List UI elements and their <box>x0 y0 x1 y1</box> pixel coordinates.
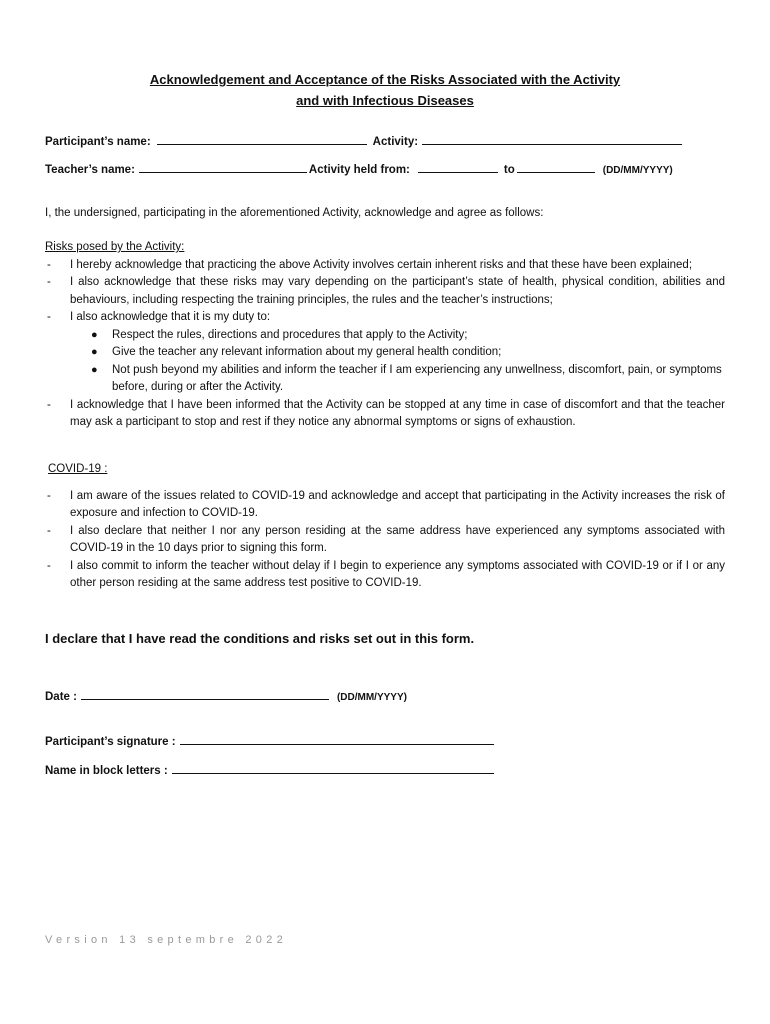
teacher-name-label: Teacher’s name: <box>45 164 135 176</box>
activity-start-date-field[interactable] <box>418 161 498 173</box>
date-label: Date : <box>45 691 77 703</box>
bullet-icon: ● <box>91 328 98 341</box>
participant-signature-label: Participant’s signature : <box>45 736 176 748</box>
participant-signature-field[interactable] <box>180 733 494 745</box>
duty-bullet-item <box>45 362 725 397</box>
activity-held-from-label: Activity held from: <box>308 164 410 176</box>
risk-item: - I hereby acknowledge that practicing the above Activity involves certain inherent risks and that these have been explained; <box>45 257 725 275</box>
duty-bullet-text: Not push beyond my abilities and inform the teacher if I am experiencing any unwellness, discomfort, pain, or symptoms before, during or after the Activity. <box>112 363 722 393</box>
participant-activity-row <box>45 133 684 148</box>
teacher-dates-row <box>45 161 673 176</box>
block-letters-field[interactable] <box>172 762 494 774</box>
participant-name-field[interactable] <box>157 133 367 145</box>
bullet-icon: ● <box>91 346 98 358</box>
intro-paragraph: I, the undersigned, participating in the aforementioned Activity, acknowledge and agree as follows: <box>45 207 544 219</box>
activity-field[interactable] <box>422 133 682 145</box>
title-line-1: Acknowledgement and Acceptance of the Risks Associated with the Activity <box>149 72 621 87</box>
risk-item: - I also acknowledge that it is my duty to: <box>45 309 725 327</box>
risks-heading: Risks posed by the Activity: <box>45 241 185 253</box>
bullet-icon: ● <box>91 363 98 376</box>
participant-signature-row <box>45 733 496 748</box>
activity-end-date-field[interactable] <box>517 161 595 173</box>
form-title <box>40 69 730 111</box>
block-letters-row <box>45 762 496 777</box>
date-format-hint: (DD/MM/YYYY) <box>602 165 673 176</box>
duty-bullet-text: Give the teacher any relevant information about my general health condition; <box>112 346 502 358</box>
activity-label: Activity: <box>372 136 419 148</box>
risk-item: - I also acknowledge that these risks may vary depending on the participant’s state of health, physical condition, abilities and behaviours, including respecting the training principles, the rules and the teacher’s instructions; <box>45 274 725 309</box>
block-letters-label: Name in block letters : <box>45 765 168 777</box>
duty-bullet-text: Respect the rules, directions and procedures that apply to the Activity; <box>112 328 468 341</box>
covid-item: - I also commit to inform the teacher without delay if I begin to experience any symptoms associated with COVID-19 or if I or any other person residing at the same address test positive to COVID-19. <box>45 558 725 593</box>
teacher-name-field[interactable] <box>139 161 307 173</box>
to-label: to <box>503 164 515 176</box>
risks-section <box>45 239 725 432</box>
version-footer: Version 13 septembre 2022 <box>45 934 288 946</box>
title-line-2: and with Infectious Diseases <box>296 93 474 108</box>
covid-section <box>45 461 725 593</box>
duty-bullet-item <box>45 344 725 362</box>
risk-item: - I acknowledge that I have been informed that the Activity can be stopped at any time in case of discomfort and that the teacher may ask a participant to stop and rest if they notice any abnormal symptoms or signs of exhaustion. <box>45 397 725 432</box>
declaration-statement: I declare that I have read the conditions and risks set out in this form. <box>45 631 475 646</box>
duty-bullet-item <box>45 327 725 345</box>
participant-name-label: Participant’s name: <box>45 136 151 148</box>
date-row <box>45 688 407 703</box>
date-field[interactable] <box>81 688 329 700</box>
date-format-hint: (DD/MM/YYYY) <box>336 692 407 703</box>
covid-item: - I am aware of the issues related to COVID-19 and acknowledge and accept that participating in the Activity increases the risk of exposure and infection to COVID-19. <box>45 488 725 523</box>
covid-item: - I also declare that neither I nor any person residing at the same address have experienced any symptoms associated with COVID-19 in the 10 days prior to signing this form. <box>45 523 725 558</box>
covid-heading: COVID-19 : <box>48 463 108 475</box>
